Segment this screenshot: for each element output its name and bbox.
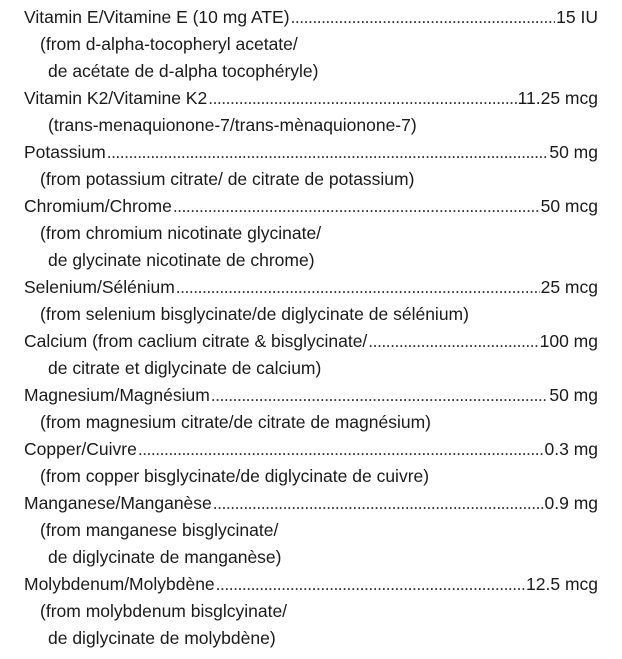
ingredient-amount: 11.25 mcg: [517, 88, 598, 108]
ingredient-source: (from d-alpha-tocopheryl acetate/: [40, 34, 298, 54]
dot-leader: [211, 382, 549, 409]
ingredient-source: de glycinate nicotinate de chrome): [48, 250, 315, 270]
ingredient-row-calcium: [24, 328, 598, 355]
ingredient-source: de acétate de d-alpha tocophéryle): [48, 61, 319, 81]
dot-leader: [291, 4, 556, 31]
ingredient-amount: 50 mg: [549, 385, 598, 405]
dot-leader: [173, 193, 540, 220]
ingredient-row-potassium: [24, 139, 598, 166]
ingredient-amount: 50 mg: [549, 142, 598, 162]
ingredient-source: (from manganese bisglycinate/: [40, 520, 279, 540]
ingredient-name: Vitamin E/Vitamine E (10 mg ATE): [24, 7, 290, 27]
ingredient-name: Magnesium/Magnésium: [24, 385, 210, 405]
ingredient-source: de diglycinate de molybdène): [48, 628, 276, 648]
ingredient-amount: 100 mg: [539, 331, 598, 351]
ingredient-name: Selenium/Sélénium: [24, 277, 175, 297]
ingredient-name: Molybdenum/Molybdène: [24, 574, 215, 594]
ingredient-source: (from magnesium citrate/de citrate de magnésium): [40, 412, 431, 432]
ingredient-row-vitamin-k2: [24, 85, 598, 112]
ingredient-source: de citrate et diglycinate de calcium): [48, 358, 322, 378]
ingredient-amount: 50 mcg: [540, 196, 598, 216]
ingredient-row-selenium: [24, 274, 598, 301]
ingredient-source: (from copper bisglycinate/de diglycinate de cuivre): [40, 466, 430, 486]
ingredient-source: (from selenium bisglycinate/de diglycinate de sélénium): [40, 304, 469, 324]
dot-leader: [138, 436, 544, 463]
ingredient-amount: 0.3 mg: [544, 439, 598, 459]
dot-leader: [107, 139, 549, 166]
ingredient-row-vitamin-e: [24, 4, 598, 31]
ingredient-amount: 25 mcg: [540, 277, 598, 297]
ingredient-source: (from molybdenum bisglcyinate/: [40, 601, 288, 621]
ingredient-row-manganese: [24, 490, 598, 517]
ingredient-name: Manganese/Manganèse: [24, 493, 212, 513]
ingredient-row-magnesium: [24, 382, 598, 409]
dot-leader: [368, 328, 538, 355]
ingredient-list: [24, 4, 598, 652]
ingredient-name: Copper/Cuivre: [24, 439, 137, 459]
ingredient-source: (trans-menaquionone-7/trans-mènaquionone-7): [48, 115, 417, 135]
ingredient-name: Potassium: [24, 142, 106, 162]
ingredient-row-chromium: [24, 193, 598, 220]
ingredient-name: Vitamin K2/Vitamine K2: [24, 88, 208, 108]
dot-leader: [216, 571, 525, 598]
ingredient-source: (from chromium nicotinate glycinate/: [40, 223, 322, 243]
dot-leader: [213, 490, 544, 517]
ingredient-amount: 0.9 mg: [544, 493, 598, 513]
dot-leader: [208, 85, 516, 112]
ingredient-source: (from potassium citrate/ de citrate de potassium): [40, 169, 415, 189]
ingredient-amount: 12.5 mcg: [526, 574, 598, 594]
dot-leader: [176, 274, 540, 301]
ingredient-source: de diglycinate de manganèse): [48, 547, 282, 567]
ingredient-name: Chromium/Chrome: [24, 196, 172, 216]
ingredient-row-molybdenum: [24, 571, 598, 598]
ingredient-amount: 15 IU: [556, 7, 598, 27]
ingredient-name: Calcium (from caclium citrate & bisglycinate/: [24, 331, 368, 351]
ingredient-row-copper: [24, 436, 598, 463]
